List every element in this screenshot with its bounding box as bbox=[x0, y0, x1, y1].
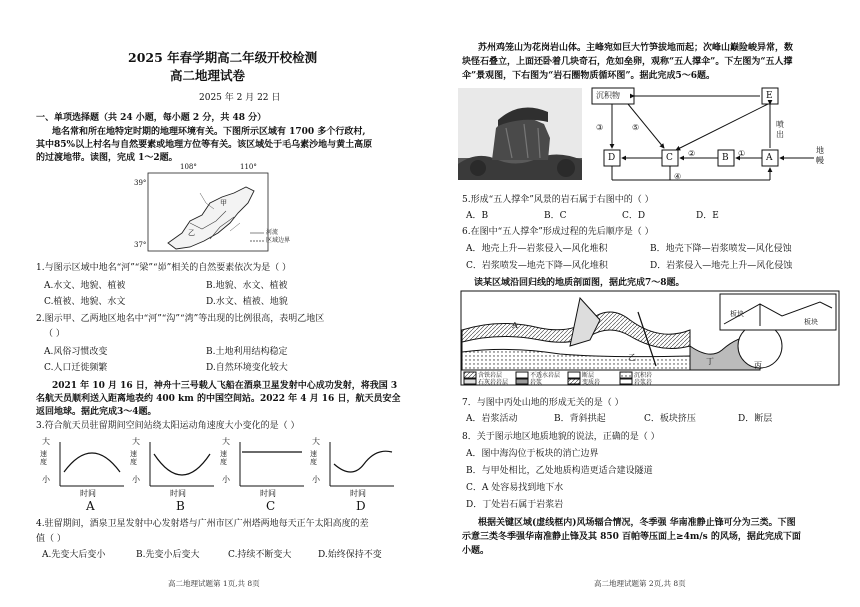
graph-a-y-top: 大 bbox=[42, 437, 50, 446]
q4-option-d[interactable]: D.始终保持不变 bbox=[318, 550, 382, 560]
profile-plate-1: 板块 bbox=[730, 310, 744, 318]
graph-a-x-label: 时间 bbox=[80, 489, 96, 498]
cycle-step-4: ④ bbox=[674, 172, 682, 181]
cycle-step-3: ③ bbox=[596, 123, 604, 132]
question-3: 3.符合航天员驻留期间空间站绕太阳运动角速度大小变化的是（ ） bbox=[36, 421, 300, 431]
q4-option-a[interactable]: A.先变大后变小 bbox=[42, 550, 106, 560]
question-5: 5.形成“五人撑伞”风景的岩石属于右图中的（ ） bbox=[462, 195, 654, 205]
cycle-erupt-label: 喷出 bbox=[776, 120, 784, 139]
intro-text: 的过渡地带。读图，完成 1～2题。 bbox=[36, 153, 178, 163]
q6-option-d[interactable]: D．岩浆侵入—地壳上升—风化侵蚀 bbox=[650, 261, 793, 271]
intro-text: 小题。 bbox=[462, 546, 490, 556]
region-map bbox=[130, 163, 290, 259]
graph-c-y-bot: 小 bbox=[222, 475, 230, 484]
cycle-step-2: ② bbox=[688, 149, 696, 158]
question-7: 7．与图中丙处山地的形成无关的是（ ） bbox=[462, 398, 624, 408]
profile-label-ding: 丁 bbox=[706, 357, 714, 366]
page-footer: 高二地理试题第 2页,共 8页 bbox=[594, 579, 686, 588]
five-people-umbrella-photo bbox=[458, 88, 582, 180]
q8-option-c[interactable]: C．A 处容易找到地下水 bbox=[466, 483, 564, 493]
profile-plate-2: 板块 bbox=[804, 318, 818, 326]
q6-option-b[interactable]: B．地壳下降—岩浆喷发—风化侵蚀 bbox=[650, 244, 792, 254]
map-legend-river: 河流 bbox=[266, 229, 279, 236]
page-footer: 高二地理试题第 1页,共 8页 bbox=[168, 579, 260, 588]
question-8: 8．关于图示地区地质地貌的说法，正确的是（ ） bbox=[462, 432, 660, 442]
map-label-yi: 乙 bbox=[188, 229, 195, 237]
graph-d-x-label: 时间 bbox=[350, 489, 366, 498]
question-1: 1.与图示区域中地名“河”“梁”“峁”相关的自然要素依次为是（ ） bbox=[36, 263, 292, 273]
profile-label-a: A bbox=[512, 321, 518, 330]
intro-text: 名航天员顺利送入距离地表约 400 km 的中国空间站。2022 年 4 月 16 日，航天员安全 bbox=[36, 394, 401, 404]
q5-option-a[interactable]: A．B bbox=[466, 211, 489, 221]
q8-option-d[interactable]: D．丁处岩石属于岩浆岩 bbox=[466, 500, 564, 510]
intro-text: 2021 年 10 月 16 日，神舟十三号载人飞船在酒泉卫星发射中心成功发射，将我国 3 bbox=[52, 381, 398, 391]
profile-legend: 不透水岩层 bbox=[530, 372, 561, 379]
question-2-cont: （ ） bbox=[44, 329, 65, 339]
intro-text: 读某区域沿回归线的地质剖面图，据此完成7～8题。 bbox=[474, 278, 685, 288]
q7-option-d[interactable]: D．断层 bbox=[738, 414, 773, 424]
q4-option-c[interactable]: C.持续不断变大 bbox=[228, 550, 292, 560]
q6-option-c[interactable]: C．岩浆喷发—地壳下降—风化堆积 bbox=[466, 261, 608, 271]
cycle-node-e: E bbox=[766, 91, 773, 101]
question-4-cont: 值（ ） bbox=[36, 534, 66, 544]
intro-text: 地名常和所在地特定时期的地理环境有关。下图所示区域有 1700 多个行政村, bbox=[52, 127, 366, 137]
section-heading: 一、单项选择题（共 24 小题，每小题 2 分，共 48 分） bbox=[36, 113, 267, 123]
q8-option-b[interactable]: B．与甲处相比，乙处地质构造更适合建设隧道 bbox=[466, 466, 653, 476]
q2-option-a[interactable]: A.风俗习惯改变 bbox=[44, 347, 108, 357]
cycle-node-c: C bbox=[666, 153, 673, 163]
intro-text: 其中85%以上村名与自然要素或地理方位等有关。该区域处于毛乌素沙地与黄土高原 bbox=[36, 140, 373, 150]
exam-date: 2025 年 2 月 22 日 bbox=[199, 93, 281, 103]
q2-option-b[interactable]: B.土地利用结构稳定 bbox=[206, 347, 288, 357]
graph-d-y-bot: 小 bbox=[312, 475, 320, 484]
question-6: 6.在图中“五人撑伞”形成过程的先后顺序是（ ） bbox=[462, 227, 654, 237]
intro-text: 苏州鸡笼山为花岗岩山体。主峰宛如巨大竹笋拔地而起；次峰山巅险峻异常，数 bbox=[478, 43, 794, 53]
profile-legend: 断层 bbox=[582, 372, 595, 379]
intro-text: 根据关键区域(虚线框内)风场辐合情况，冬季强 华南准静止锋可分为三类。下图 bbox=[478, 518, 796, 528]
profile-legend: 含铁岩层 bbox=[478, 372, 503, 379]
cycle-node-d: D bbox=[608, 153, 616, 163]
intro-text: 返回地球。据此完成3～4题。 bbox=[36, 407, 157, 417]
q3-graphs bbox=[36, 434, 408, 514]
geological-profile bbox=[460, 290, 840, 386]
right-page bbox=[430, 0, 860, 607]
graph-b-y-label: 速度 bbox=[130, 450, 137, 466]
profile-label-bing: 丙 bbox=[754, 361, 762, 370]
q1-option-c[interactable]: C.植被、地貌、水文 bbox=[44, 297, 126, 307]
profile-legend: 变质岩 bbox=[582, 379, 601, 386]
q5-option-b[interactable]: B．C bbox=[544, 211, 567, 221]
graph-c-x-label: 时间 bbox=[260, 489, 276, 498]
q4-option-b[interactable]: B.先变小后变大 bbox=[136, 550, 200, 560]
q1-option-b[interactable]: B.地貌、水文、植被 bbox=[206, 281, 288, 291]
cycle-node-a: A bbox=[766, 153, 773, 163]
q5-option-c[interactable]: C．D bbox=[622, 211, 646, 221]
q2-option-d[interactable]: D.自然环境变化较大 bbox=[206, 363, 288, 373]
graph-d-y-label: 速度 bbox=[310, 450, 317, 466]
q7-option-b[interactable]: B．背斜拱起 bbox=[554, 414, 606, 424]
profile-legend: 岩浆岩 bbox=[634, 379, 653, 386]
question-4: 4.驻留期间，酒泉卫星发射中心发射塔与广州市区广州塔两地每天正午太阳高度的差 bbox=[36, 519, 369, 529]
graph-a-label: A bbox=[86, 499, 95, 513]
graph-b-y-bot: 小 bbox=[132, 475, 140, 484]
graph-b-label: B bbox=[176, 499, 185, 513]
intro-text: 伞”景观图，下右图为“岩石圈物质循环图”。据此完成5～6题。 bbox=[462, 71, 716, 81]
exam-title: 2025 年春学期高二年级开校检测 bbox=[128, 50, 318, 65]
graph-a-y-bot: 小 bbox=[42, 475, 50, 484]
graph-a-y-label: 速度 bbox=[40, 450, 47, 466]
cycle-sediment: 沉积物 bbox=[596, 91, 620, 100]
intro-text: 块怪石叠立，上面还卧着几块奇石，危如垒卵，观称“五人撑伞”。下左图为“五人撑 bbox=[462, 57, 793, 67]
map-legend-boundary: 区域边界 bbox=[266, 237, 291, 244]
graph-c-label: C bbox=[266, 499, 276, 513]
map-lat-label: 37° bbox=[134, 241, 147, 249]
intro-text: 示意三类冬季强华南准静止锋及其 850 百帕等压面上≥4m/s 的风场，据此完成下面 bbox=[462, 532, 801, 542]
cycle-step-5: ⑤ bbox=[632, 123, 640, 132]
cycle-node-b: B bbox=[722, 153, 729, 163]
graph-d-y-top: 大 bbox=[312, 437, 320, 446]
q7-option-c[interactable]: C．板块挤压 bbox=[644, 414, 696, 424]
q1-option-d[interactable]: D.水文、植被、地貌 bbox=[206, 297, 288, 307]
profile-label-yi: 乙 bbox=[628, 353, 636, 362]
rock-cycle-diagram bbox=[588, 84, 832, 190]
map-label-jia: 甲 bbox=[220, 199, 227, 207]
graph-c-y-label: 速度 bbox=[220, 450, 227, 466]
profile-legend: 沉积岩 bbox=[634, 372, 653, 379]
graph-b-x-label: 时间 bbox=[170, 489, 186, 498]
cycle-mantle-label: 地幔 bbox=[816, 146, 824, 165]
cycle-step-1: ① bbox=[738, 149, 746, 158]
profile-legend: 石灰岩岩层 bbox=[478, 379, 509, 386]
q8-option-a[interactable]: A．图中海沟位于板块的消亡边界 bbox=[466, 449, 599, 459]
graph-c-y-top: 大 bbox=[222, 437, 230, 446]
q5-option-d[interactable]: D．E bbox=[696, 211, 719, 221]
question-2: 2.图示甲、乙两地区地名中“河”“沟”“湾”等出现的比例很高，表明乙地区 bbox=[36, 314, 325, 324]
profile-legend: 岩浆 bbox=[530, 379, 543, 386]
q1-option-a[interactable]: A.水文、地貌、植被 bbox=[44, 281, 126, 291]
q7-option-a[interactable]: A．岩浆活动 bbox=[466, 414, 518, 424]
exam-subtitle: 高二地理试卷 bbox=[170, 68, 246, 83]
q2-option-c[interactable]: C.人口迁徙频繁 bbox=[44, 363, 108, 373]
map-lon-label: 110° bbox=[240, 163, 257, 171]
graph-b-y-top: 大 bbox=[132, 437, 140, 446]
graph-d-label: D bbox=[356, 499, 366, 513]
map-lat-label: 39° bbox=[134, 179, 147, 187]
map-lon-label: 108° bbox=[180, 163, 197, 171]
q6-option-a[interactable]: A．地壳上升—岩浆侵入—风化堆积 bbox=[466, 244, 608, 254]
